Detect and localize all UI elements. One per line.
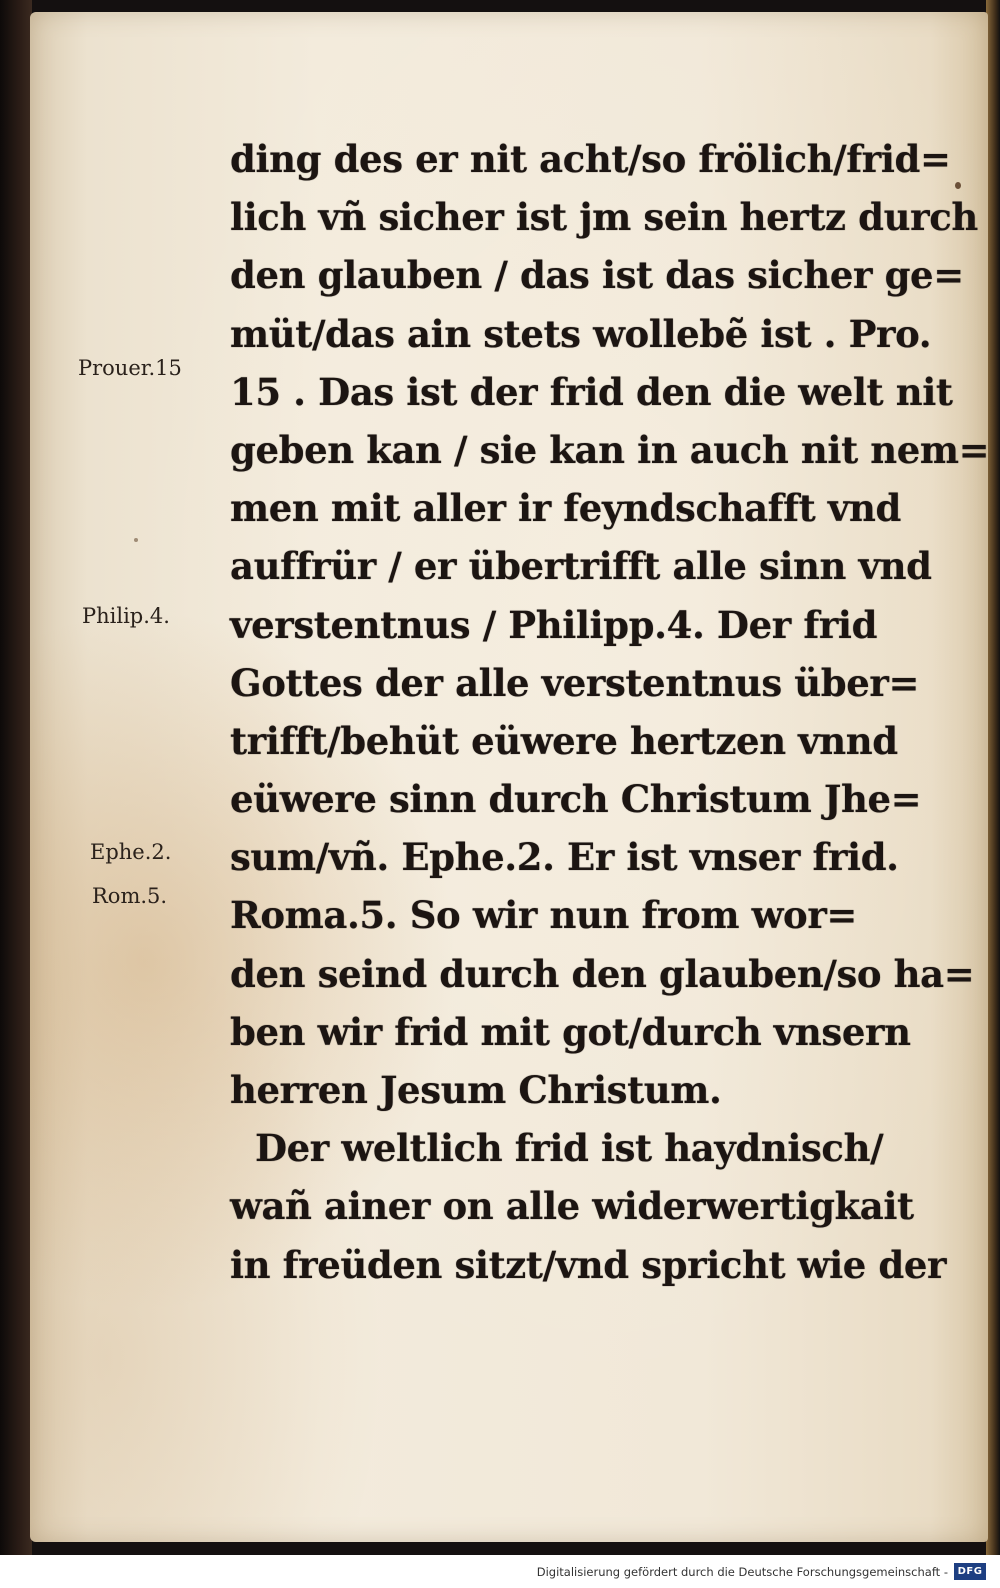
text-line: Gottes der alle verstentnus über= xyxy=(230,660,920,705)
book-page xyxy=(30,12,988,1542)
text-line: den glauben / das ist das sicher ge= xyxy=(230,253,964,298)
text-line: müt/das ain stets wollebẽ ist . Pro. xyxy=(230,311,932,356)
text-line: verstentnus / Philipp.4. Der frid xyxy=(230,602,878,647)
margin-note-philip: Philip.4. xyxy=(82,604,170,628)
margin-note-rom: Rom.5. xyxy=(92,884,168,908)
text-line: sum/vñ. Ephe.2. Er ist vnser frid. xyxy=(230,835,899,880)
text-line: ding des er nit acht/so frölich/frid= xyxy=(230,137,951,181)
text-line: herren Jesum Christum. xyxy=(230,1068,722,1112)
ink-speck xyxy=(955,182,961,189)
text-line: wañ ainer on alle widerwertigkait xyxy=(230,1184,914,1229)
dfg-logo: DFG xyxy=(954,1563,986,1580)
text-line: in freüden sitzt/vnd spricht wie der xyxy=(230,1242,947,1287)
text-line: den seind durch den glauben/so ha= xyxy=(230,951,975,996)
text-line: ben wir frid mit got/durch vnsern xyxy=(230,1009,911,1054)
book-binding-edge xyxy=(0,0,32,1555)
text-line: 15 . Das ist der frid den die welt nit xyxy=(230,369,953,414)
ink-speck xyxy=(134,538,138,542)
footer-bar xyxy=(0,1555,1000,1588)
text-line: men mit aller ir feyndschafft vnd xyxy=(230,486,901,531)
funding-credit: Digitalisierung gefördert durch die Deutsche Forschungsgemeinschaft - xyxy=(536,1565,948,1579)
margin-note-ephe: Ephe.2. xyxy=(90,840,172,864)
text-line: lich vñ sicher ist jm sein hertz durch xyxy=(230,195,978,240)
text-line: geben kan / sie kan in auch nit nem= xyxy=(230,427,990,472)
page-text xyxy=(230,130,990,1294)
text-line: auffrür / er übertrifft alle sinn vnd xyxy=(230,544,932,589)
text-line: eüwere sinn durch Christum Jhe= xyxy=(230,777,922,822)
text-line: Roma.5. So wir nun from wor= xyxy=(230,893,858,938)
text-line: trifft/behüt eüwere hertzen vnnd xyxy=(230,718,898,763)
book-fore-edge xyxy=(986,0,1000,1555)
margin-note-prouer: Prouer.15 xyxy=(78,356,182,380)
text-line: Der weltlich frid ist haydnisch/ xyxy=(230,1126,884,1171)
